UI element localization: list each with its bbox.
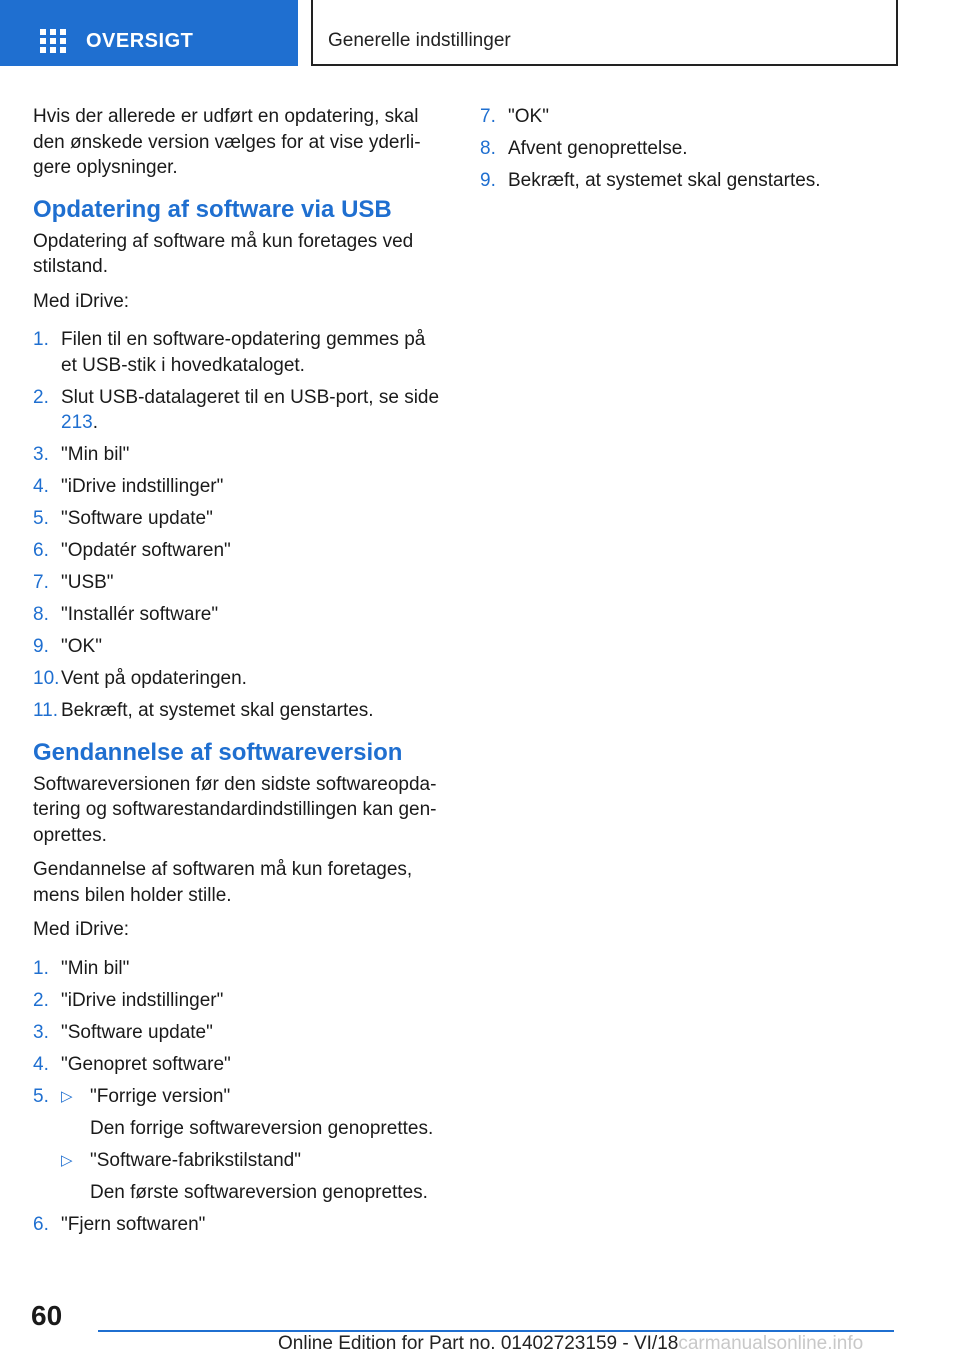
section-title: Generelle indstillinger xyxy=(328,30,511,51)
list-item xyxy=(33,666,443,692)
step-text-suffix: . xyxy=(92,412,98,433)
overview-tab[interactable] xyxy=(0,0,298,66)
step-number: 2. xyxy=(33,386,49,408)
step-number: 7. xyxy=(33,572,49,593)
step-number: 8. xyxy=(33,604,49,625)
list-item xyxy=(33,474,443,500)
step-text: "iDrive indstillinger" xyxy=(61,989,224,1011)
step-text: Bekræft, at systemet skal genstartes. xyxy=(61,700,374,721)
step-number: 8. xyxy=(480,138,496,159)
restore-intro-line: Softwareversionen før den sidste softwareopda- xyxy=(33,773,437,795)
heading-restore-version: Gendannelse af softwareversion xyxy=(33,738,403,766)
step-text: "Software update" xyxy=(61,508,213,529)
list-item xyxy=(480,136,900,162)
step-text: Afvent genoprettelse. xyxy=(508,138,688,159)
list-item xyxy=(33,1052,443,1078)
list-item xyxy=(33,385,443,436)
grid-menu-icon xyxy=(40,29,66,53)
step-number: 10. xyxy=(33,668,60,689)
list-item xyxy=(480,104,900,130)
step-number: 7. xyxy=(480,106,496,127)
step-number: 6. xyxy=(33,1213,49,1235)
step-number: 3. xyxy=(33,444,49,465)
restore-note: Gendannelse af softwaren må kun foretages, mens bilen holder stille. xyxy=(33,859,413,906)
overview-tab-label: OVERSIGT xyxy=(86,30,194,52)
step-text: "Opdatér softwaren" xyxy=(61,540,231,561)
page-header xyxy=(0,0,960,66)
step-number: 3. xyxy=(33,1021,49,1043)
intro-line: gere oplysninger. xyxy=(33,157,178,178)
section-title-box xyxy=(311,0,898,66)
sub-option-title: "Software-fabrikstilstand" xyxy=(90,1149,301,1171)
step-number: 4. xyxy=(33,476,49,497)
step-number: 2. xyxy=(33,989,49,1011)
step-number: 4. xyxy=(33,1053,49,1075)
with-idrive-label: Med iDrive: xyxy=(33,290,130,312)
list-item xyxy=(33,1020,443,1046)
edition-text: Online Edition for Part no. 01402723159 - VI/18 xyxy=(278,1333,679,1354)
page-link[interactable]: 213 xyxy=(61,412,93,433)
restore-steps-list xyxy=(33,956,443,1238)
step-text: "iDrive indstillinger" xyxy=(61,476,224,497)
sub-option-description: Den første softwareversion genoprettes. xyxy=(90,1181,428,1203)
list-item xyxy=(33,956,443,982)
restore-intro-line: tering og softwarestandardindstillingen kan gen- xyxy=(33,799,437,820)
intro-line: den ønskede version vælges for at vise yderli- xyxy=(33,131,421,153)
list-item xyxy=(33,1212,443,1238)
continued-steps-list xyxy=(480,104,900,194)
list-item xyxy=(33,538,443,564)
footer-edition xyxy=(278,1333,863,1355)
triangle-bullet-icon: ▷ xyxy=(61,1151,73,1169)
list-item xyxy=(480,168,900,194)
step-text: Slut USB-datalageret til en USB-port, se side xyxy=(61,386,440,408)
list-item xyxy=(33,327,443,378)
heading-usb-update: Opdatering af software via USB xyxy=(33,195,392,223)
restore-intro-line: oprettes. xyxy=(33,824,107,846)
intro-line: Hvis der allerede er udført en opdatering, skal xyxy=(33,106,419,127)
list-item xyxy=(33,698,443,724)
restore-intro xyxy=(33,772,443,849)
list-item xyxy=(33,634,443,660)
step-text: Vent på opdateringen. xyxy=(61,668,247,689)
list-item xyxy=(33,570,443,596)
step-text: "OK" xyxy=(508,106,549,127)
intro-paragraph xyxy=(33,104,443,181)
step-text: "Installér software" xyxy=(61,604,219,625)
step-text: Bekræft, at systemet skal genstartes. xyxy=(508,170,821,191)
left-column xyxy=(33,104,443,1246)
step-text: "OK" xyxy=(61,636,102,657)
step-number: 6. xyxy=(33,540,49,561)
list-item xyxy=(33,442,443,468)
step-number: 5. xyxy=(33,1085,49,1107)
step-number: 9. xyxy=(480,170,496,191)
sub-option xyxy=(61,1148,443,1206)
step-text: Filen til en software-opdatering gemmes på et USB-stik i hovedkataloget. xyxy=(61,329,426,376)
step-number: 1. xyxy=(33,329,49,350)
usb-steps-list xyxy=(33,327,443,724)
list-item xyxy=(33,1084,443,1206)
step-number: 9. xyxy=(33,636,49,657)
sub-option xyxy=(61,1084,443,1142)
sub-option-title: "Forrige version" xyxy=(90,1085,231,1107)
with-idrive-label: Med iDrive: xyxy=(33,919,130,940)
step-number: 11. xyxy=(33,700,59,721)
step-number: 1. xyxy=(33,957,49,979)
step-number: 5. xyxy=(33,508,49,529)
step-text: "Fjern softwaren" xyxy=(61,1213,206,1235)
step-text: "USB" xyxy=(61,572,114,593)
step-text: "Genopret software" xyxy=(61,1053,231,1075)
list-item xyxy=(33,602,443,628)
footer-divider xyxy=(98,1330,894,1332)
step-text: "Min bil" xyxy=(61,444,130,465)
right-column xyxy=(480,104,900,203)
list-item xyxy=(33,506,443,532)
page-number: 60 xyxy=(31,1300,63,1331)
step-text: "Min bil" xyxy=(61,957,130,979)
triangle-bullet-icon: ▷ xyxy=(61,1087,73,1105)
step-text: "Software update" xyxy=(61,1021,213,1043)
sub-option-description: Den forrige softwareversion genoprettes. xyxy=(90,1117,434,1139)
usb-note: Opdatering af software må kun foretages ved stilstand. xyxy=(33,230,414,277)
watermark: carmanualsonline.info xyxy=(678,1333,864,1354)
list-item xyxy=(33,988,443,1014)
